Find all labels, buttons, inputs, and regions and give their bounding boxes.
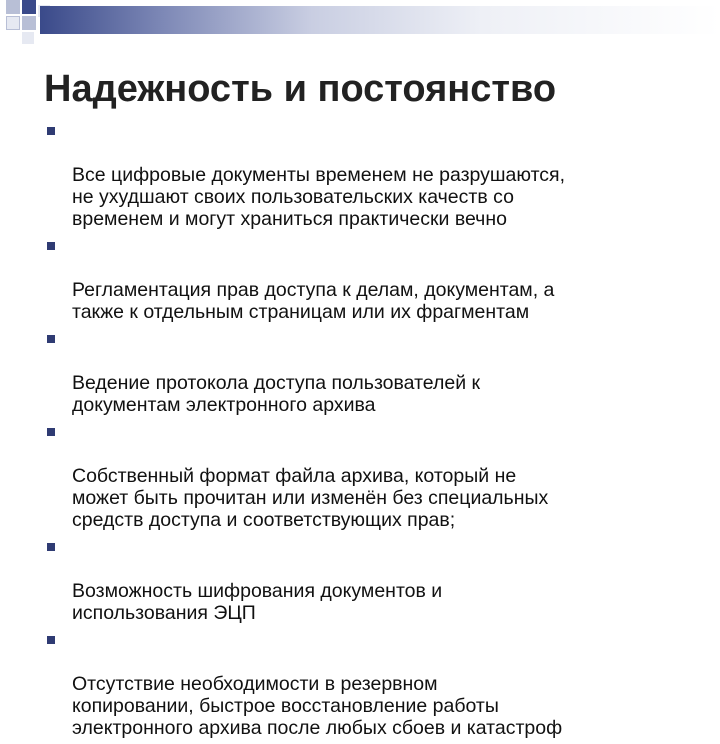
bullet-text: Отсутствие необходимости в резервном копировании, быстрое восстановление работы электронного архива после любых сбоев и катастроф — [72, 673, 563, 739]
square-bullet-icon — [47, 428, 55, 436]
bullet-item — [44, 536, 704, 624]
square-bullet-icon — [47, 636, 55, 644]
slide-title: Надежность и постоянство — [44, 68, 557, 110]
bullet-list — [44, 120, 704, 744]
decor-square — [22, 32, 34, 44]
bullet-text: Собственный формат файла архива, который не может быть прочитан или изменён без специальных средств доступа и соответствующих прав; — [72, 465, 549, 531]
bullet-item — [44, 328, 704, 416]
bullet-item — [44, 629, 704, 739]
decor-square — [22, 0, 36, 14]
square-bullet-icon — [47, 127, 55, 135]
decor-square — [6, 0, 20, 14]
square-bullet-icon — [47, 543, 55, 551]
bullet-item — [44, 120, 704, 230]
bullet-text: Регламентация прав доступа к делам, документам, а также к отдельным страницам или их фрагментам — [72, 279, 555, 323]
header-gradient-bar — [40, 6, 720, 34]
square-bullet-icon — [47, 242, 55, 250]
bullet-text: Все цифровые документы временем не разрушаются, не ухудшают своих пользовательских качеств со временем и могут храниться практически вечно — [72, 164, 566, 230]
bullet-text: Ведение протокола доступа пользователей к документам электронного архива — [72, 372, 481, 416]
square-bullet-icon — [47, 335, 55, 343]
decor-square — [22, 16, 36, 30]
decor-square — [6, 16, 20, 30]
bullet-text: Возможность шифрования документов и использования ЭЦП — [72, 580, 443, 624]
bullet-item — [44, 421, 704, 531]
bullet-item — [44, 235, 704, 323]
